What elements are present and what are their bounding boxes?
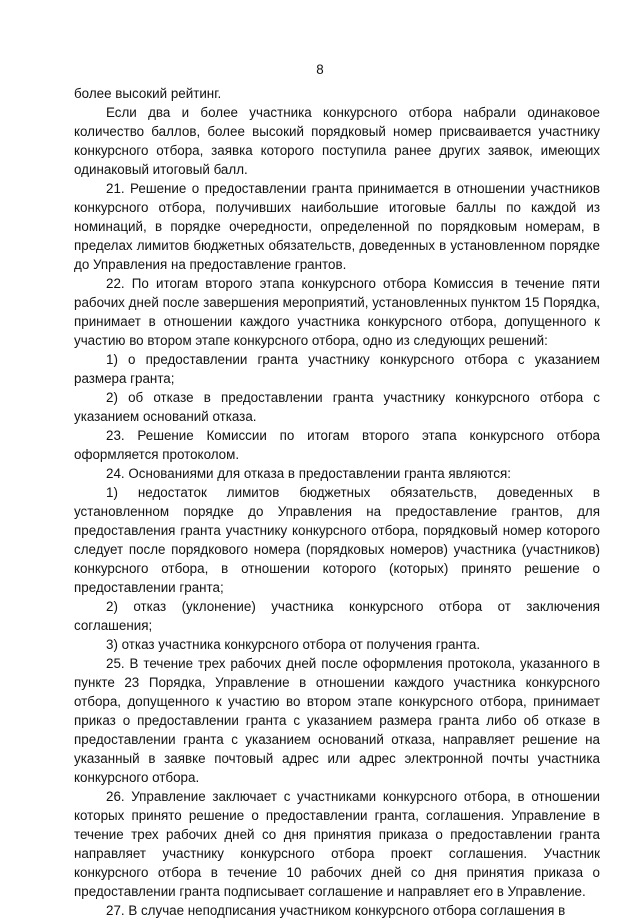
paragraph: более высокий рейтинг. [74, 86, 222, 101]
paragraph: 27. В случае неподписания участником конкурсного отбора соглашения в [106, 903, 566, 918]
paragraph: 1) недостаток лимитов бюджетных обязательств, доведенных в установленном порядке до Управления на предоставление грантов, для предоставления гранта участнику конкурсного отбора, порядковый номер которого следует после порядкового номера (порядковых номеров) участника (участников) конкурсного отбора, в отношении которого (которых) принято решение о предоставлении гранта; [74, 485, 600, 595]
paragraph: 2) об отказе в предоставлении гранта участнику конкурсного отбора с указанием оснований отказа. [74, 390, 600, 424]
paragraph: 25. В течение трех рабочих дней после оформления протокола, указанного в пункте 23 Порядка, Управление в отношении каждого участника конкурсного отбора, допущенного к участию во втором этапе конкурсного отбора, принимает приказ о предоставлении гранта с указанием размера гранта либо об отказе в предоставлении гранта с указанием оснований отказа, направляет решение на указанный в заявке почтовый адрес или адрес электронной почты участника конкурсного отбора. [74, 656, 600, 785]
paragraph: 26. Управление заключает с участниками конкурсного отбора, в отношении которых принято решение о предоставлении гранта, соглашения. Управление в течение трех рабочих дней со дня принятия приказа о предоставлении гранта направляет участнику конкурсного отбора проект соглашения. Участник конкурсного отбора в течение 10 рабочих дней со дня принятия приказа о предоставлении гранта подписывает соглашение и направляет его в Управление. [74, 789, 600, 899]
document-body [74, 84, 600, 920]
paragraph: 21. Решение о предоставлении гранта принимается в отношении участников конкурсного отбора, получивших наибольшие итоговые баллы по каждой из номинаций, в порядке очередности, определенной по порядковым номерам, в пределах лимитов бюджетных обязательств, доведенных в установленном порядке до Управления на предоставление грантов. [74, 181, 600, 272]
page-number: 8 [316, 62, 324, 77]
paragraph: 23. Решение Комиссии по итогам второго этапа конкурсного отбора оформляется протоколом. [74, 428, 600, 462]
paragraph: 24. Основаниями для отказа в предоставлении гранта являются: [106, 466, 511, 481]
paragraph: 22. По итогам второго этапа конкурсного отбора Комиссия в течение пяти рабочих дней после завершения мероприятий, установленных пунктом 15 Порядка, принимает в отношении каждого участника конкурсного отбора, допущенного к участию во втором этапе конкурсного отбора, одно из следующих решений: [74, 276, 600, 348]
paragraph: 2) отказ (уклонение) участника конкурсного отбора от заключения соглашения; [74, 599, 600, 633]
paragraph: Если два и более участника конкурсного отбора набрали одинаковое количество баллов, более высокий порядковый номер присваивается участнику конкурсного отбора, заявка которого поступила ранее других заявок, имеющих одинаковый итоговый балл. [74, 105, 600, 177]
paragraph: 1) о предоставлении гранта участнику конкурсного отбора с указанием размера гранта; [74, 352, 600, 386]
paragraph: 3) отказ участника конкурсного отбора от получения гранта. [106, 637, 481, 652]
